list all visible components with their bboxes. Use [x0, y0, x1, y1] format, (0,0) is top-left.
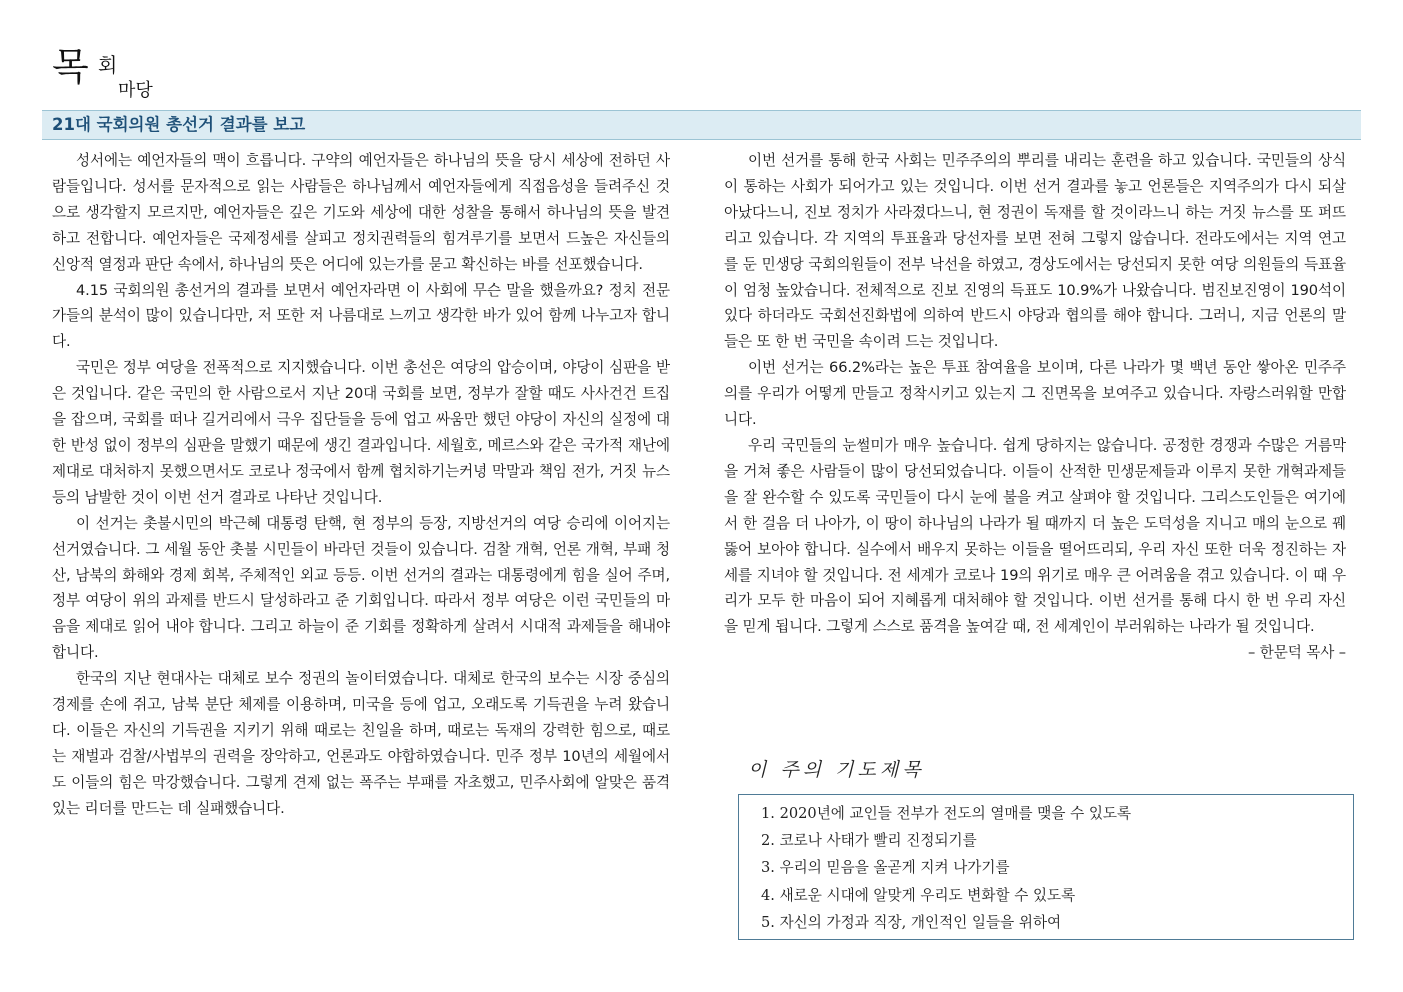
paragraph: 국민은 정부 여당을 전폭적으로 지지했습니다. 이번 총선은 여당의 압승이며, 야당이 심판을 받은 것입니다. 같은 국민의 한 사람으로서 지난 20대 국회를 보면, 정부가 잘할 때도 사사건건 트집을 잡으며, 국회를 떠나 길거리에서 극우 집단들을 등에 업고 싸움만 했던 야당이 자신의 실정에 대한 반성 없이 정부의 심판을 말했기 때문에 생긴 결과입니다. 세월호, 메르스와 같은 국가적 재난에 제대로 대처하지 못했으면서도 코로나 정국에서 함께 협치하기는커녕 막말과 책임 전가, 거짓 뉴스 등의 남발한 것이 이번 선거 결과로 나타난 것입니다. [52, 359, 670, 506]
paragraph: 한국의 지난 현대사는 대체로 보수 정권의 놀이터였습니다. 대체로 한국의 보수는 시장 중심의 경제를 손에 쥐고, 남북 분단 체제를 이용하며, 미국을 등에 업고, 오래도록 기득권을 누려 왔습니다. 이들은 자신의 기득권을 지키기 위해 때로는 친일을 하며, 때로는 독재의 강력한 힘으로, 때로는 재벌과 검찰/사법부의 권력을 장악하고, 언론과도 야합하였습니다. 민주 정부 10년의 세월에서도 이들의 힘은 막강했습니다. 그렇게 견제 없는 폭주는 부패를 자초했고, 민주사회에 알맞은 품격 있는 리더를 만드는 데 실패했습니다. [52, 670, 670, 817]
paragraph: 이 선거는 촛불시민의 박근혜 대통령 탄핵, 현 정부의 등장, 지방선거의 여당 승리에 이어지는 선거였습니다. 그 세월 동안 촛불 시민들이 바라던 것들이 있습니다. 검찰 개혁, 언론 개혁, 부패 청산, 남북의 화해와 경제 회복, 주체적인 외교 등등. 이번 선거의 결과는 대통령에게 힘을 실어 주며, 정부 여당이 위의 과제를 반드시 달성하라고 준 기회입니다. 따라서 정부 여당은 이런 국민들의 마음을 제대로 읽어 내야 합니다. 그리고 하늘이 준 기회를 정확하게 살려서 시대적 과제들을 해내야 합니다. [52, 514, 670, 662]
logo-main-char: 목 [52, 45, 89, 89]
author-signature: – 한문덕 목사 – [1248, 644, 1346, 662]
prayer-item: 3. 우리의 믿음을 올곧게 지켜 나가기를 [761, 859, 1010, 877]
paragraph: 성서에는 예언자들의 맥이 흐릅니다. 구약의 예언자들은 하나님의 뜻을 당시 세상에 전하던 사람들입니다. 성서를 문자적으로 읽는 사람들은 하나님께서 예언자들에게 직접음성을 들려주신 것으로 생각할지 모르지만, 예언자들은 깊은 기도와 세상에 대한 성찰을 통해서 하나님의 뜻을 발견하고 전합니다. 예언자들은 국제정세를 살피고 정치권력들의 힘겨루기를 보면서 드높은 자신들의 신앙적 열정과 판단 속에서, 하나님의 뜻은 어디에 있는가를 묻고 확신하는 바를 선포했습니다. [52, 152, 670, 273]
paragraph: 이번 선거를 통해 한국 사회는 민주주의의 뿌리를 내리는 훈련을 하고 있습니다. 국민들의 상식이 통하는 사회가 되어가고 있는 것입니다. 이번 선거 결과를 놓고 언론들은 지역주의가 다시 되살아났다느니, 진보 정치가 사라졌다느니, 현 정권이 독재를 할 것이라느니 하는 거짓 뉴스를 또 퍼뜨리고 있습니다. 각 지역의 투표율과 당선자를 보면 전혀 그렇지 않습니다. 전라도에서는 지역 연고를 둔 민생당 국회의원들이 전부 낙선을 하였고, 경상도에서는 당선되지 못한 여당 의원들의 득표율이 엄청 높았습니다. 전체적으로 진보 진영의 득표도 10.9%가 나왔습니다. 범진보진영이 190석이 있다 하더라도 국회선진화법에 의하여 반드시 야당과 협의를 해야 합니다. 그러니, 지금 언론의 말들은 또 한 번 국민을 속이려 드는 것입니다. [724, 152, 1346, 351]
prayer-item: 2. 코로나 사태가 빨리 진정되기를 [761, 832, 977, 850]
prayer-heading: 이 주의 기도제목 [748, 759, 925, 781]
logo-sub-char: 회 [98, 53, 118, 77]
article-title-bar [42, 110, 1361, 140]
section-logo [52, 44, 172, 104]
right-column [724, 148, 1346, 666]
paragraph: 우리 국민들의 눈썰미가 매우 높습니다. 쉽게 당하지는 않습니다. 공정한 경쟁과 수많은 거름막을 거쳐 좋은 사람들이 많이 당선되었습니다. 이들이 산적한 민생문제들과 이루지 못한 개혁과제들을 잘 완수할 수 있도록 국민들이 다시 눈에 불을 켜고 살펴야 할 것입니다. 그리스도인들은 여기에서 한 걸음 더 나아가, 이 땅이 하나님의 나라가 될 때까지 더 높은 도덕성을 지니고 매의 눈으로 꿰뚫어 보아야 합니다. 실수에서 배우지 못하는 이들을 떨어뜨리되, 우리 자신 또한 더욱 정진하는 자세를 지녀야 할 것입니다. 전 세계가 코로나 19의 위기로 매우 큰 어려움을 겪고 있습니다. 이 때 우리가 모두 한 마음이 되어 지혜롭게 대처해야 할 것입니다. 이번 선거를 통해 다시 한 번 우리 자신을 믿게 됩니다. 그렇게 스스로 품격을 높여갈 때, 전 세계인이 부러워하는 나라가 될 것입니다. [724, 436, 1346, 636]
article-title: 21대 국회의원 총선거 결과를 보고 [52, 115, 306, 134]
paragraph: 이번 선거는 66.2%라는 높은 투표 참여율을 보이며, 다른 나라가 몇 백년 동안 쌓아온 민주주의를 우리가 어떻게 만들고 정착시키고 있는지 그 진면목을 보여주고 있습니다. 자랑스러워할 만합니다. [724, 359, 1346, 429]
left-column [52, 148, 670, 822]
prayer-item: 5. 자신의 가정과 직장, 개인적인 일들을 위하여 [761, 913, 1062, 931]
prayer-list [761, 800, 1353, 936]
prayer-list-box [738, 794, 1354, 940]
prayer-item: 4. 새로운 시대에 알맞게 우리도 변화할 수 있도록 [761, 886, 1076, 904]
prayer-item: 1. 2020년에 교인들 전부가 전도의 열매를 맺을 수 있도록 [761, 805, 1132, 822]
logo-sub-text: 마당 [118, 80, 153, 101]
paragraph: 4.15 국회의원 총선거의 결과를 보면서 예언자라면 이 사회에 무슨 말을 했을까요? 정치 전문가들의 분석이 많이 있습니다만, 저 또한 저 나름대로 느끼고 생각한 바가 있어 함께 나누고자 합니다. [52, 281, 670, 351]
